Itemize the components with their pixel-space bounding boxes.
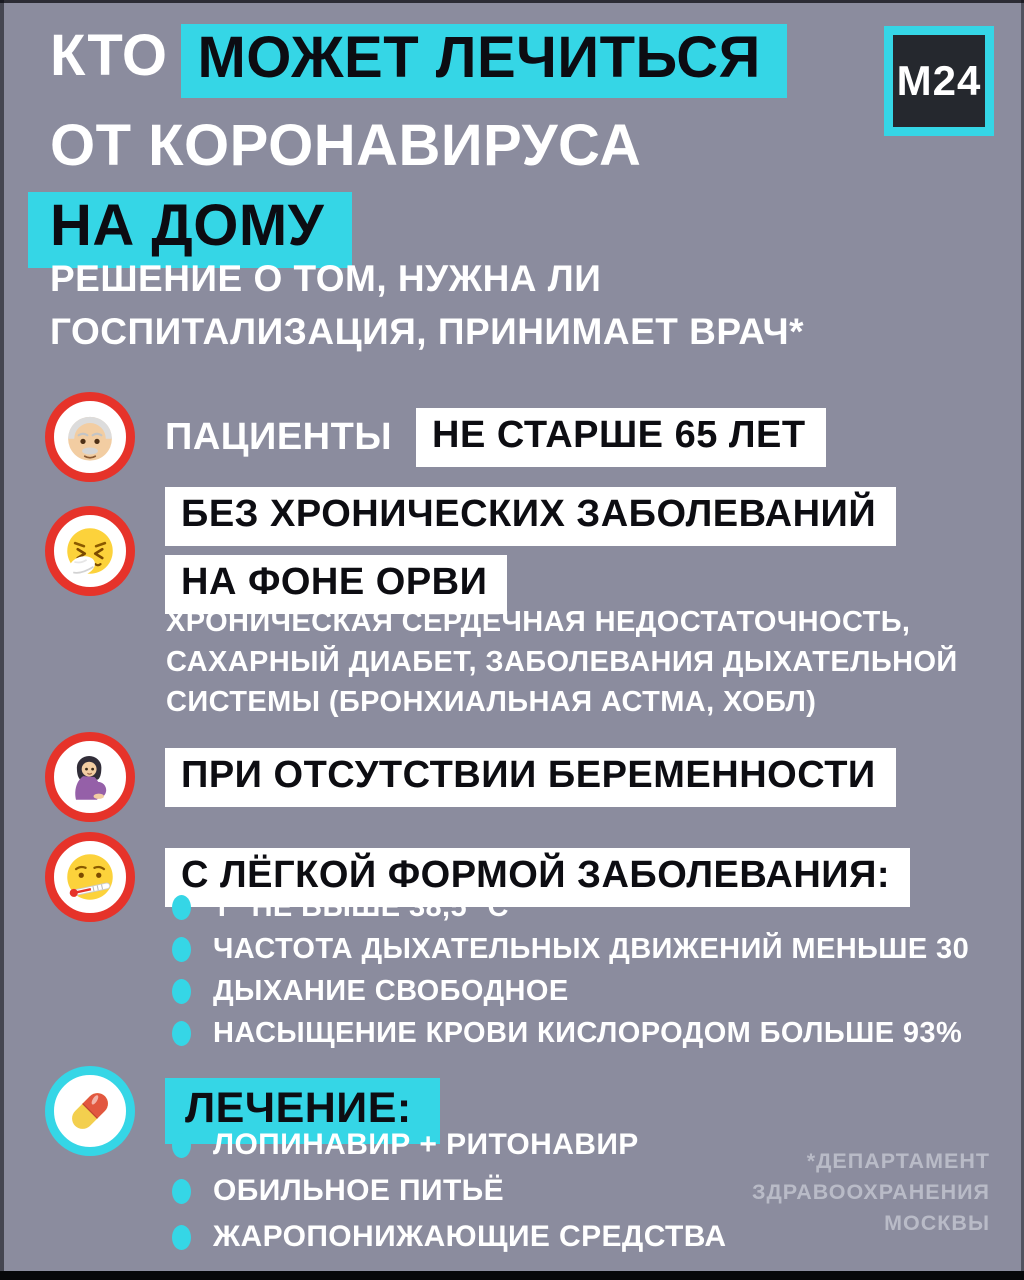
chronic-note-line1: ХРОНИЧЕСКАЯ СЕРДЕЧНАЯ НЕДОСТАТОЧНОСТЬ,: [166, 606, 911, 638]
sneezing-face-emoji: [62, 523, 118, 579]
pill-emoji-badge: [45, 1066, 135, 1156]
old-man-emoji: [62, 409, 118, 465]
footnote-line2: ЗДРАВООХРАНЕНИЯ: [752, 1180, 990, 1204]
bullet-dot-icon: [172, 979, 191, 1004]
treatment-drugs: ЛОПИНАВИР + РИТОНАВИР: [213, 1128, 639, 1161]
bullet-dot-icon: [172, 937, 191, 962]
face-with-thermometer-emoji-badge: [45, 832, 135, 922]
bullet-dot-icon: [172, 1133, 191, 1158]
old-man-emoji-badge: [45, 392, 135, 482]
bullet-dot-icon: [172, 1225, 191, 1250]
page-title: [50, 24, 787, 268]
criteria-breath-rate: ЧАСТОТА ДЫХАТЕЛЬНЫХ ДВИЖЕНИЙ МЕНЬШЕ 30: [213, 933, 970, 965]
criteria-free-breathing: ДЫХАНИЕ СВОБОДНОЕ: [213, 975, 569, 1007]
m24-logo-label: М24: [893, 35, 985, 127]
title-line1-highlight: МОЖЕТ ЛЕЧИТЬСЯ: [181, 24, 786, 98]
chronic-note-line3: СИСТЕМЫ (БРОНХИАЛЬНАЯ АСТМА, ХОБЛ): [166, 686, 817, 718]
feature-age-limit: [45, 392, 826, 482]
feature-no-pregnancy-tag: ПРИ ОТСУТСТВИИ БЕРЕМЕННОСТИ: [165, 748, 896, 807]
treatment-antipyretics: ЖАРОПОНИЖАЮЩИЕ СРЕДСТВА: [213, 1220, 727, 1253]
subtitle-line2: ГОСПИТАЛИЗАЦИЯ, ПРИНИМАЕТ ВРАЧ*: [50, 311, 805, 352]
bullet-dot-icon: [172, 1179, 191, 1204]
feature-no-chronic-tag2: НА ФОНЕ ОРВИ: [165, 555, 507, 614]
m24-logo: [884, 26, 994, 136]
pill-emoji: [62, 1083, 118, 1139]
sneezing-face-emoji-badge: [45, 506, 135, 596]
chronic-diseases-note: [166, 602, 958, 722]
list-item: [172, 891, 969, 924]
subtitle: [50, 252, 804, 358]
source-footnote: [590, 1146, 990, 1239]
chronic-note-line2: САХАРНЫЙ ДИАБЕТ, ЗАБОЛЕВАНИЯ ДЫХАТЕЛЬНОЙ: [166, 646, 958, 678]
frame-edge-left: [0, 0, 4, 1280]
face-with-thermometer-emoji: [62, 849, 118, 905]
frame-edge-top: [0, 0, 1024, 3]
subtitle-line1: РЕШЕНИЕ О ТОМ, НУЖНА ЛИ: [50, 258, 602, 299]
feature-no-pregnancy: [45, 732, 896, 822]
title-line1-plain: КТО: [50, 23, 168, 88]
title-line2: ОТ КОРОНАВИРУСА: [50, 113, 642, 178]
feature-treatment-tag: ЛЕЧЕНИЕ:: [165, 1078, 440, 1144]
pregnant-woman-emoji-badge: [45, 732, 135, 822]
feature-age-tag: НЕ СТАРШЕ 65 ЛЕТ: [416, 408, 826, 467]
treatment-fluids: ОБИЛЬНОЕ ПИТЬЁ: [213, 1174, 505, 1207]
feature-mild-illness-tag: С ЛЁГКОЙ ФОРМОЙ ЗАБОЛЕВАНИЯ:: [165, 848, 910, 907]
list-item: [172, 933, 969, 966]
bullet-dot-icon: [172, 895, 191, 920]
criteria-temperature: Т° НЕ ВЫШЕ 38,5 °С: [213, 891, 509, 923]
criteria-oxygen-saturation: НАСЫЩЕНИЕ КРОВИ КИСЛОРОДОМ БОЛЬШЕ 93%: [213, 1017, 963, 1049]
feature-age-label: ПАЦИЕНТЫ: [165, 415, 393, 458]
list-item: [172, 1017, 969, 1050]
mild-illness-criteria-list: [172, 891, 969, 1050]
title-line3-highlight: НА ДОМУ: [28, 192, 352, 268]
footnote-line1: *ДЕПАРТАМЕНТ: [806, 1149, 990, 1173]
footnote-line3: МОСКВЫ: [884, 1211, 990, 1235]
list-item: [172, 975, 969, 1008]
pregnant-woman-emoji: [62, 749, 118, 805]
frame-bottom-bar: [0, 1271, 1024, 1280]
feature-no-chronic-tag1: БЕЗ ХРОНИЧЕСКИХ ЗАБОЛЕВАНИЙ: [165, 487, 896, 546]
bullet-dot-icon: [172, 1021, 191, 1046]
feature-no-chronic: [45, 487, 896, 614]
